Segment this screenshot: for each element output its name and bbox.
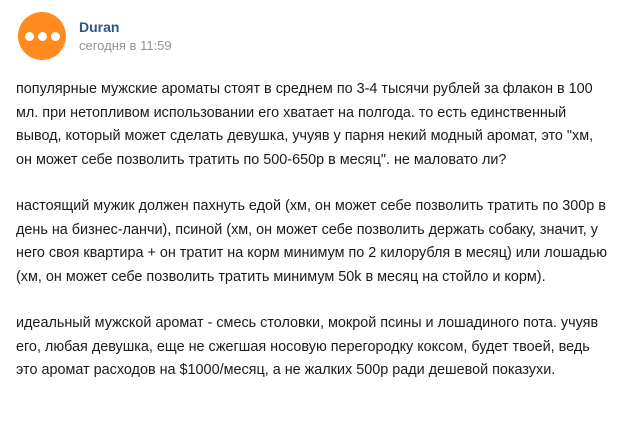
- post-paragraph: популярные мужские ароматы стоят в среднем по 3-4 тысячи рублей за флакон в 100 мл. при нетопливом использовании его хватает на полгода. то есть единственный вывод, который может сделать девушка, учуяв у парня некий модный аромат, это "хм, он может себе позволить тратить по 500-650р в месяц". не маловато ли?: [16, 81, 594, 168]
- post-text: [16, 78, 611, 406]
- post-header: [18, 12, 172, 60]
- avatar-dot: [51, 32, 60, 41]
- author-name[interactable]: Duran: [79, 18, 120, 35]
- avatar-dot: [38, 32, 47, 41]
- post-paragraph: идеальный мужской аромат - смесь столовки, мокрой псины и лошадиного пота. учуяв его, любая девушка, еще не сжегшая носовую перегородку коксом, будет твоей, ведь это аромат расходов на $1000/месяц, а не жалких 500р ради дешевой показухи.: [16, 315, 599, 378]
- post-timestamp[interactable]: сегодня в 11:59: [79, 37, 172, 53]
- post-meta: [79, 18, 172, 55]
- avatar-dot: [25, 32, 34, 41]
- avatar[interactable]: [18, 12, 66, 60]
- post-paragraph: настоящий мужик должен пахнуть едой (хм, он может себе позволить тратить по 300р в день на бизнес-ланчи), псиной (хм, он может себе позволить держать собаку, значит, у него своя квартира + он тратит на корм минимум по 2 килорубля в месяц) или лошадью (хм, он может себе позволить тратить минимум 50k в месяц на стойло и корм).: [16, 198, 608, 285]
